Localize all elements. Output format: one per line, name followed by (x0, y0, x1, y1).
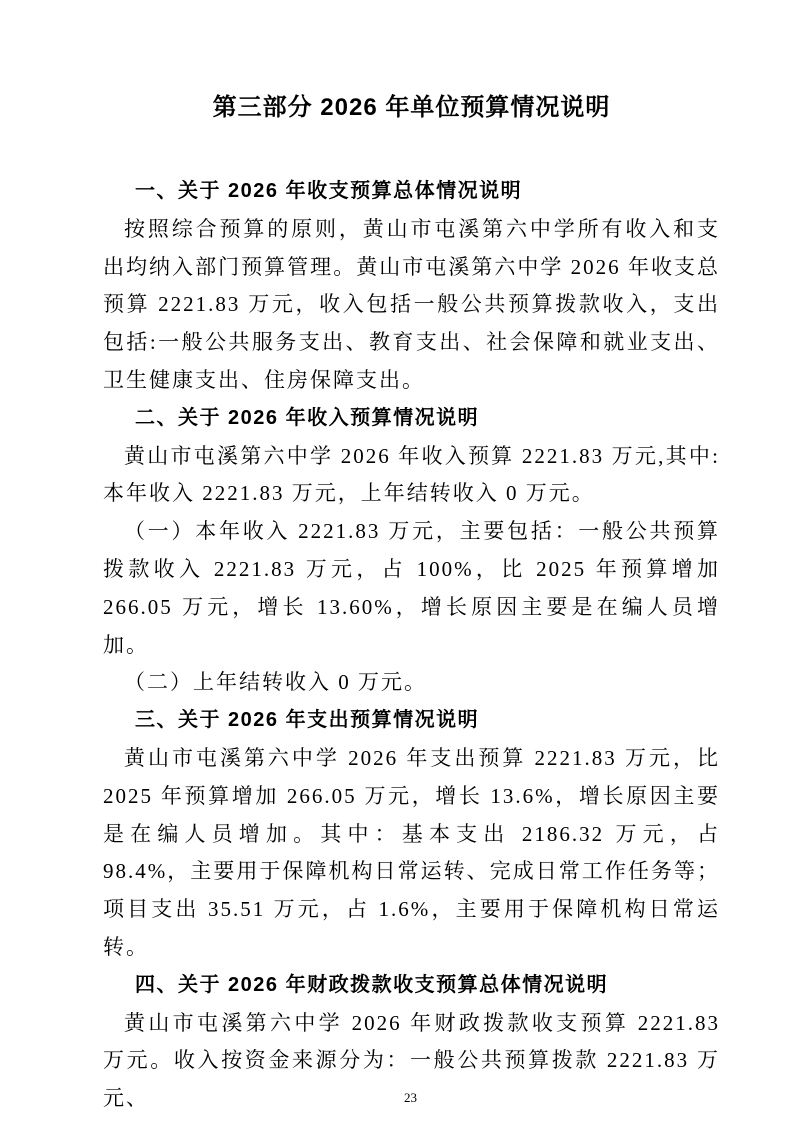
section-1-heading: 一、关于 2026 年收支预算总体情况说明 (135, 180, 523, 202)
section-expenditure-budget (103, 702, 720, 967)
section-income-budget (103, 400, 720, 702)
section-overall-budget (103, 173, 720, 400)
page-number: 23 (404, 1090, 417, 1105)
section-2-heading: 二、关于 2026 年收入预算情况说明 (135, 406, 480, 429)
section-4-paragraph-1: 黄山市屯溪第六中学 2026 年财政拨款收支预算 2221.83 万元。收入按资金来源分为：一般公共预算拨款 2221.83 万元、 (103, 1010, 720, 1111)
section-4-heading: 四、关于 2026 年财政拨款收支预算总体情况说明 (135, 973, 609, 996)
section-1-paragraph-1: 按照综合预算的原则，黄山市屯溪第六中学所有收入和支出均纳入部门预算管理。黄山市屯溪第六中学 2026 年收支总预算 2221.83 万元，收入包括一般公共预算拨款收入，支出包括:一般公共服务支出、教育支出、社会保障和就业支出、卫生健康支出、住房保障支出。 (103, 216, 720, 392)
section-2-paragraph-3: （二）上年结转收入 0 万元。 (124, 670, 427, 695)
section-3-paragraph-1: 黄山市屯溪第六中学 2026 年支出预算 2221.83 万元，比 2025 年预算增加 266.05 万元，增长 13.6%，增长原因主要是在编人员增加。其中：基本支出 2186.32 万元，占 98.4%，主要用于保障机构日常运转、完成日常工作任务等；项目支出 35.51 万元，占 1.6%，主要用于保障机构日常运转。 (103, 745, 720, 959)
section-3-heading: 三、关于 2026 年支出预算情况说明 (135, 709, 480, 732)
section-2-paragraph-2: （一）本年收入 2221.83 万元，主要包括：一般公共预算拨款收入 2221.83 万元，占 100%，比 2025 年预算增加 266.05 万元，增长 13.60%，增长原因主要是在编人员增加。 (103, 519, 720, 657)
section-2-paragraph-1: 黄山市屯溪第六中学 2026 年收入预算 2221.83 万元,其中:本年收入 2221.83 万元，上年结转收入 0 万元。 (103, 443, 720, 506)
document-title: 第三部分 2026 年单位预算情况说明 (212, 94, 611, 121)
